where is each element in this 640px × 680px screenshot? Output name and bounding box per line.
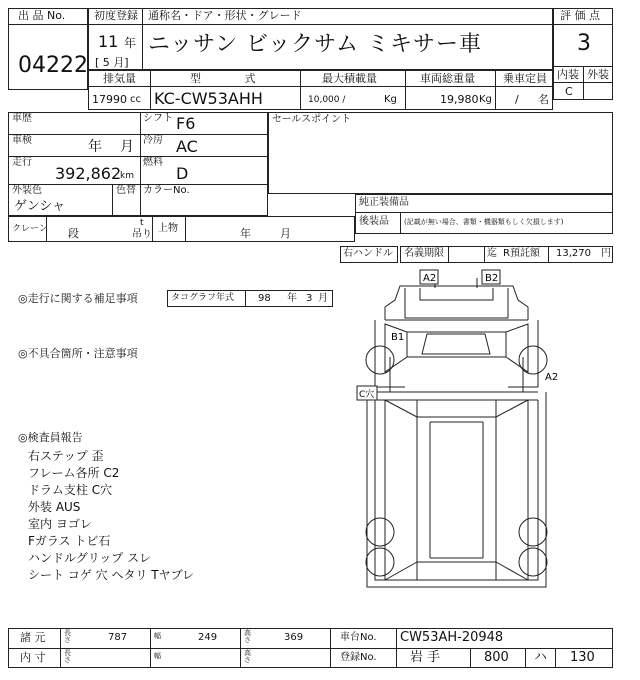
lot-number-label: 出 品 No.: [18, 9, 66, 22]
inner-width-label: 幅: [154, 652, 161, 660]
recycle-deposit-unit: 円: [601, 248, 611, 259]
tachograph-year: 98: [258, 293, 271, 304]
inner-height-label: 高さ: [244, 649, 251, 664]
damage-mark-label: B1: [391, 332, 405, 343]
inner-length-label: 長さ: [64, 649, 71, 664]
aftermarket-label: 後装品: [359, 216, 389, 227]
inner-dims-label: 内 寸: [20, 651, 46, 664]
chassis-label: 車台No.: [340, 632, 377, 643]
recycle-deposit-label: R預託額: [503, 248, 540, 259]
inspector-heading: ◎検査員報告: [18, 431, 83, 444]
capacity-unit: 名: [538, 93, 549, 106]
max-load-label: 最大積載量: [322, 72, 377, 85]
inspector-item: Fガラス トビ石: [28, 534, 111, 548]
aftermarket-note: (記載が無い場合、書類・機器類もしく欠損します): [404, 218, 564, 226]
supplement-heading: ◎走行に関する補足事項: [18, 292, 138, 305]
inspection-month-unit: 月: [120, 139, 134, 155]
gross-weight-value: 19,980: [440, 93, 479, 106]
crane-ton-unit: 吊り: [132, 229, 152, 240]
exterior-grade-label: 外装: [587, 68, 609, 81]
inspection-year-unit: 年: [88, 139, 102, 155]
lot-number: 04222: [18, 53, 88, 78]
loading-month-unit: 月: [280, 227, 291, 240]
mileage-unit: km: [120, 171, 134, 181]
registration-number: 130: [570, 650, 595, 665]
registration-label: 登録No.: [340, 652, 377, 663]
inspector-item: 室内 ヨゴレ: [28, 517, 92, 531]
shift-value: F6: [176, 114, 196, 133]
history-label: 車歴: [12, 113, 32, 124]
sales-point-label: セールスポイント: [272, 114, 352, 125]
capacity-value: /: [515, 93, 519, 106]
year-unit: 年: [124, 36, 137, 50]
ac-value: AC: [176, 137, 198, 156]
max-load-value: 10,000 /: [308, 95, 346, 105]
mileage-value: 392,862: [55, 164, 122, 183]
registration-area: 岩 手: [410, 650, 441, 665]
color-code-label: カラーNo.: [143, 185, 190, 196]
deadline-suffix: 迄: [487, 248, 497, 259]
inspector-item: ドラム支柱 C穴: [28, 483, 113, 497]
interior-grade: C: [565, 85, 573, 98]
damage-mark-label: C穴: [359, 390, 375, 400]
damage-mark-label: A2: [423, 273, 437, 284]
dims-label: 諸 元: [20, 631, 46, 644]
tachograph-label: タコグラフ年式: [171, 293, 235, 303]
first-registration-year: 11: [98, 32, 119, 51]
car-name: ニッサン ビックサム ミキサー車: [148, 32, 483, 57]
genuine-equipment-label: 純正装備品: [359, 197, 409, 208]
chassis-number: CW53AH-20948: [400, 630, 504, 645]
tachograph-month: 3: [306, 293, 313, 304]
recycle-deposit-value: 13,270: [556, 248, 591, 259]
height-label: 高さ: [244, 629, 251, 644]
length-value: 787: [108, 632, 128, 643]
gross-weight-unit: Kg: [479, 94, 492, 105]
overall-grade: 3: [577, 31, 591, 56]
displacement-unit: cc: [130, 94, 141, 105]
crane-label: クレーン: [12, 224, 48, 234]
color-change-label: 色替: [116, 185, 136, 196]
inspector-items-list: [28, 447, 194, 583]
loading-year-unit: 年: [240, 227, 251, 240]
capacity-label: 乗車定員: [503, 72, 547, 85]
inspector-item: フレーム各所 C2: [28, 466, 120, 480]
registration-kana: ハ: [534, 650, 548, 665]
height-value: 369: [284, 632, 304, 643]
damage-mark-label: B2: [485, 273, 499, 284]
name-change-label: 名義期限: [404, 248, 444, 259]
model-code: KC-CW53AHH: [154, 89, 263, 108]
right-hand-text: 右ハンドル: [343, 248, 393, 259]
fuel-value: D: [176, 164, 189, 183]
displacement-value: 17990: [92, 93, 127, 106]
interior-grade-label: 内装: [557, 68, 579, 81]
displacement-label: 排気量: [103, 72, 136, 85]
registration-class: 800: [484, 650, 509, 665]
first-registration-label: 初度登録: [94, 9, 138, 22]
defects-heading: ◎不具合箇所・注意事項: [18, 347, 138, 360]
crane-ton-unit-top: t: [140, 218, 144, 228]
inspection-label: 車検: [12, 135, 32, 146]
first-registration-month: [ 5 月]: [95, 56, 129, 69]
car-name-label: 通称名・ドア・形状・グレード: [148, 9, 302, 22]
shift-label: シフト: [143, 113, 173, 124]
grade-label: 評 価 点: [560, 9, 600, 22]
inspector-item: シート コゲ 穴 ヘタリ Tヤブレ: [28, 568, 195, 582]
gross-weight-label: 車両総重量: [420, 72, 475, 85]
length-label: 長さ: [64, 629, 71, 644]
width-value: 249: [198, 632, 218, 643]
mileage-label: 走行: [12, 157, 32, 168]
tachograph-year-unit: 年: [287, 293, 297, 304]
inspector-item: 外装 AUS: [28, 500, 81, 514]
inspector-item: 右ステップ 歪: [28, 449, 104, 463]
ac-label: 冷房: [143, 135, 163, 146]
fuel-label: 燃料: [143, 157, 163, 168]
loading-label: 上物: [158, 223, 178, 234]
damage-mark-label: A2: [545, 372, 559, 383]
max-load-unit: Kg: [384, 94, 397, 105]
inspector-item: ハンドルグリップ スレ: [28, 551, 152, 565]
crane-box: [8, 216, 355, 242]
tachograph-month-unit: 月: [318, 293, 328, 304]
crane-stage-unit: 段: [68, 227, 79, 240]
color-label: 外装色: [12, 185, 42, 196]
color-value: ゲンシャ: [14, 199, 66, 214]
width-label: 幅: [154, 632, 161, 640]
model-label: 型 式: [190, 72, 276, 85]
truck-diagram: [345, 262, 605, 612]
